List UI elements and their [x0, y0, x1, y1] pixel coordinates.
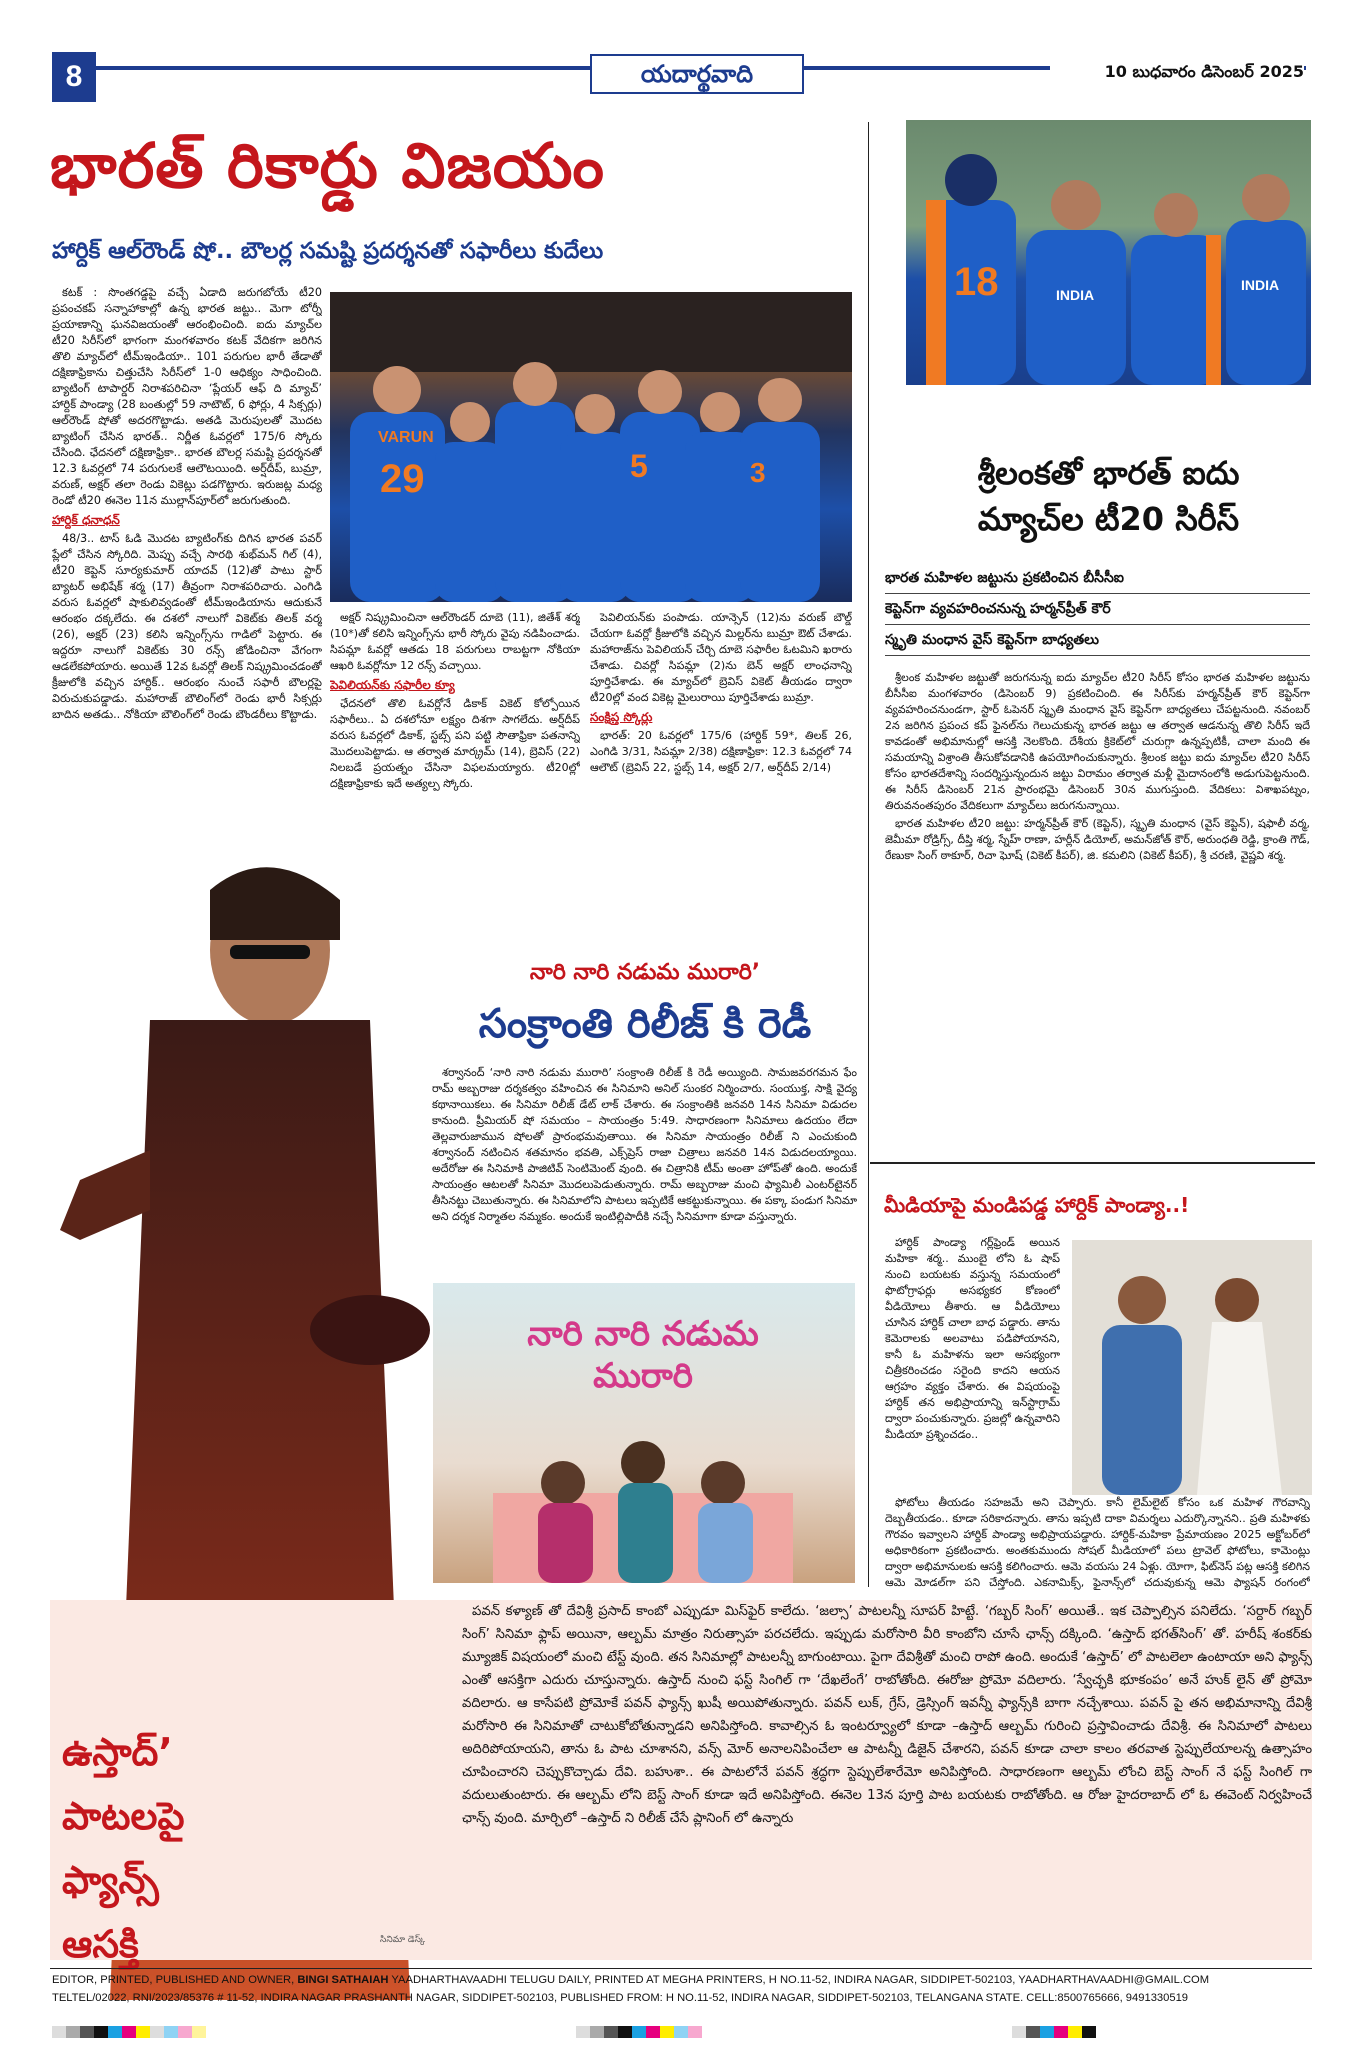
women-deck-1: భారత మహిళల జట్టును ప్రకటించిన బీసీసీఐ	[885, 563, 1310, 594]
women-deck	[885, 563, 1310, 656]
ustaad-body	[462, 1600, 1312, 1955]
hardik-body-left-p: హార్దిక్ పాండ్యా గర్ల్‌ఫ్రెండ్ అయిన మహికా శర్మ.. ముంబై లోని ఓ షాప్ నుంచి బయటకు వస్తున్న సమయంలో ఫొటోగ్రాఫర్లు అసభ్యకర కోణంలో వీడియోలు తీశారు. ఆ వీడియోలు చూసిన హార్దిక్ చాలా బాధ పడ్డారు. తాను కెమెరాలకు అలవాటు పడిపోయానని, కానీ ఓ మహిళను ఇలా అసభ్యంగా చిత్రీకరించడం సరైంది కాదని ఆయన ఆగ్రహం వ్యక్తం చేశారు. ఈ విషయంపై హార్దిక్ తన అభిప్రాయాన్ని ఇన్‌స్టాగ్రామ్ ద్వారా పంచుకున్నారు. ప్రజల్లో ఉన్నవారిని మీడియా ప్రశ్నించడం..	[885, 1236, 1060, 1441]
women-headline-line1: శ్రీలంకతో భారత్ ఐదు	[977, 454, 1240, 492]
lead-col2-subhead: పెవిలియన్‌కు సఫారీల క్యూ	[330, 678, 455, 692]
svg-text:3: 3	[750, 457, 766, 488]
hardik-body-full-p: ఫోటోలు తీయడం సహజమే అని చెప్పారు. కానీ లైమ్‌లైట్ కోసం ఒక మహిళ గౌరవాన్ని దెబ్బతీయడం.. కూడా సరికాదన్నారు. తాను ఇప్పటి దాకా విమర్శలు ఎదుర్కొన్నానని.. ప్రతి మహిళకు గౌరవం ఇవ్వాలని హార్దిక్ పాండ్యా అభిప్రాయపడ్డారు. హార్దిక్-మహికా ప్రేమాయణం 2025 అక్టోబర్‌లో అధికారికంగా ప్రకటించారు. అంతకుముందు సోషల్ మీడియాలో పలు ట్రావెల్ ఫోటోలు, కామెంట్లు ద్వారా అభిమానులకు ఆసక్తి కలిగించారు. ఆమె వయసు 24 ఏళ్లు. యోగా, ఫిట్‌నెస్ పట్ల ఆసక్తి కలిగిన ఆమె మోడల్‌గా పని చేస్తోంది. ఎకనామిక్స్, ఫైనాన్స్‌లో చదువుకున్న ఆమె ఫ్యాషన్ రంగంలో	[885, 1496, 1310, 1589]
lead-col1-p2: 48/3.. టాస్ ఓడి మొదట బ్యాటింగ్‌కు దిగిన భారత పవర్ ప్లేలో చేసిన స్కోరిది. మెప్పు వచ్చే సారథి శుభ్‌మన్ గిల్ (4), టీ20 కెప్టెన్ సూర్యకుమార్ యాదవ్ (12)తో పాటు స్టార్ బ్యాటర్ అభిషేక్ శర్మ (17) తీవ్రంగా నిరాశపరిచారు. ఎంగిడి వరుస ఓవర్లలో షాకులివ్వడంతో టీమ్ఇండియాను ఆదుకునే ఆరంభం దక్కలేదు. ఈ దశలో నాలుగో వికెట్‌కు తిలక్ వర్మ (26), అక్షర్ (23) కలిసి ఇన్నింగ్స్‌ను గాడిలో పెట్టారు. ఈ ఇద్దరూ నాలుగో వికెట్‌కు 30 రన్స్ జోడించినా వేగంగా ఆడలేకపోయారు. అయితే 12వ ఓవర్లో తిలక్ నిష్క్రమించడంతో క్రీజులోకి వచ్చిన హార్దిక్.. ఆరంభం నుంచే సఫారీ బౌలర్లపై విరుచుకుపడ్డాడు. మహారాజ్ బౌలింగ్‌లో రెండు భారీ సిక్సర్లు బాదిన అతడు.. నోకియా బౌలింగ్‌లో రెండు బౌండరీలు కొట్టాడు.	[52, 532, 322, 721]
hardik-headline: మీడియాపై మండిపడ్డ హార్దిక్ పాండ్యా..!	[884, 1193, 1190, 1217]
footer-editor: BINGI SATHAIAH	[297, 1974, 389, 1986]
women-body-p1: శ్రీలంక మహిళల జట్టుతో జరుగనున్న ఐదు మ్యాచ్‌ల టీ20 సిరీస్ కోసం భారత మహిళల జట్టును బీసీసీఐ మంగళవారం (డిసెంబర్ 9) ప్రకటించింది. ఈ సిరీస్‌కు హర్మన్‌ప్రీత్ కౌర్ కెప్టెన్‌గా వ్యవహరించనుండగా, స్టార్ ఓపెనర్ స్మృతి మంధాన వైస్ కెప్టెన్‌గా బాధ్యతలు చేపట్టనుంది. నవంబర్ 2న జరిగిన ప్రపంచ కప్ ఫైనల్‌ను గెలుచుకున్న భారత జట్టు ఆ తర్వాత ఆడనున్న తొలి సిరీస్ ఇదే కావడంతో అభిమానుల్లో ఆసక్తి నెలకొంది. దేశీయ క్రికెట్‌లో చురుగ్గా ఉన్నప్పటికీ, చాలా మంది ఈ సమయాన్ని విశ్రాంతి తీసుకోవడానికి ఉపయోగించుకున్నారు. శ్రీలంక జట్టు ఐదు మ్యాచ్‌ల టీ20 సిరీస్ కోసం భారతదేశాన్ని సందర్శిస్తున్నందున జట్టు విరామం తర్వాత మళ్లీ మైదానంలోకి అడుగుపెట్టనుంది. ఈ సిరీస్ డిసెంబర్ 21న ప్రారంభమై డిసెంబర్ 30న ముగుస్తుంది. వేదికలు: విశాఖపట్నం, తిరువనంతపురం వేదికలుగా మ్యాచ్‌లు జరుగనున్నాయి.	[885, 671, 1310, 812]
footer-line1-a: EDITOR, PRINTED, PUBLISHED AND OWNER,	[52, 1974, 298, 1986]
masthead-date: 10 బుధవారం డిసెంబర్ 2025	[1050, 62, 1304, 85]
print-color-bar	[52, 2026, 1302, 2040]
movie-poster-title: నారి నారి నడుమ మురారి	[527, 1314, 759, 1396]
lead-col1-p1: కటక్ : సొంతగడ్డపై వచ్చే ఏడాది జరుగబోయే టీ20 ప్రపంచకప్ సన్నాహాకాల్లో ఉన్న భారత జట్టు.. మెగా టోర్నీ ప్రయాణాన్ని ఘనవిజయంతో ఆరంభించింది. ఐదు మ్యాచ్‌ల టీ20 సిరీస్‌లో భాగంగా మంగళవారం కటక్ వేదికగా జరిగిన తొలి మ్యాచ్‌లో టీమ్ఇండియా.. 101 పరుగుల భారీ తేడాతో దక్షిణాఫ్రికాను చిత్తుచేసి సిరీస్‌లో 1-0 ఆధిక్యం సాధించింది. బ్యాటింగ్ టాపార్డర్ నిరాశపరిచినా ‘ప్లేయర్ ఆఫ్ ది మ్యాచ్’ హార్దిక్ పాండ్యా (28 బంతుల్లో 59 నాటౌట్, 6 ఫోర్లు, 4 సిక్సర్లు) ఆల్‌రౌండ్ షోతో అదరగొట్టాడు. అతడి మెరుపులతో మొదట బ్యాటింగ్ చేసిన భారత్.. నిర్ణీత ఓవర్లలో 175/6 స్కోరు చేసింది. ఛేదనలో దక్షిణాఫ్రికా.. భారత బౌలర్ల సమష్టి ప్రదర్శనతో 12.3 ఓవర్లలో 74 పరుగులకే ఆలౌటయింది. అర్ష్‌దీప్, బుమ్రా, వరుణ్, అక్షర్ తలా రెండు వికెట్లు పడగొట్టారు. ఇరుజట్ల మధ్య రెండో టీ20 ఈనెల 11న ముల్లాన్‌పూర్‌లో జరుగుతుంది.	[52, 286, 322, 507]
ustaad-headline: ఉస్తాద్’ పాటలపై ఫ్యాన్స్ ఆసక్తి	[62, 1730, 185, 1966]
women-body	[885, 670, 1310, 1150]
movie-body	[432, 1065, 857, 1280]
lead-subhead: హార్దిక్ ఆల్‌రౌండ్ షో.. బౌలర్ల సమష్టి ప్రదర్శనతో సఫారీలు కుదేలు	[52, 238, 604, 264]
svg-text:INDIA: INDIA	[1056, 287, 1095, 303]
lead-col1-subhead: హార్దిక్ ధనాధన్	[52, 513, 120, 527]
india-men-team-photo	[330, 292, 852, 602]
divider-vertical-center	[868, 122, 869, 1587]
lead-col3-p1: పెవిలియన్‌కు పంపాడు. యాన్సెన్ (12)ను వరుణ్ బౌల్డ్ చేయగా ఓవర్లో క్రీజులోకి వచ్చిన మిల్లర్‌ను బుమ్రా ఔట్ చేశాడు. మహారాజ్‌ను పెవిలియన్ చేర్చి దూబె సఫారీల ఓటమిని ఖరారు చేశాడు. చివర్లో సిపమ్లా (2)ను బెన్ అక్షర్ లాంఛనాన్ని పూర్తిచేశాడు. ఈ మ్యాచ్‌లో బ్రెవిస్ వికెట్ తీయడం ద్వారా టీ20ల్లో వంద వికెట్ల మైలురాయి పూర్తిచేశాడు బుమ్రా.	[590, 611, 852, 704]
lead-col2-p1: అక్షర్ నిష్క్రమించినా ఆల్‌రౌండర్ దూబె (11), జితేశ్ శర్మ (10*)తో కలిసి ఇన్నింగ్స్‌ను భారీ స్కోరు వైపు నడిపించాడు. సిపమ్లా ఓవర్లో ఆతడు 18 పరుగులు రాబట్టగా నోకియా ఆఖరి ఓవర్లోనూ 12 రన్స్ వచ్చాయి.	[330, 611, 580, 672]
women-deck-3: స్మృతి మంధాన వైస్ కెప్టెన్‌గా బాధ్యతలు	[885, 625, 1310, 656]
svg-text:5: 5	[630, 448, 648, 484]
page-number-box	[52, 52, 96, 102]
women-team-illustration	[906, 120, 1311, 385]
footer-rule	[50, 1968, 1312, 1969]
movie-body-p: శర్వానంద్ ‘నారి నారి నడుమ మురారి’ సంక్రాంతి రిలీజ్ కి రెడీ అయ్యింది. సామజవరగమన ఫేం రామ్ అబ్బరాజు దర్శకత్వం వహించిన ఈ సినిమాని అనిల్ సుంకర నిర్మించారు. సంయుక్త, సాక్షి వైద్య కథానాయికలు. ఈ సినిమా రిలీజ్ డేట్ లాక్ చేశారు. ఈ సంక్రాంతికి జనవరి 14న సినిమా విడుదల కానుంది. ప్రీమియర్ షో సమయం – సాయంత్రం 5:49. సాధారణంగా సినిమాలు ఉదయం లేదా తెల్లవారుజామున షోలతో ప్రారంభమవుతాయి. ఈ సినిమా సాయంత్రం రిలీజ్ ని ఎంచుకుంది శర్వానంద్ నటించిన శతమానం భవతి, ఎక్స్‌ప్రెస్ రాజా చిత్రాలు జనవరి 14న విడుదలయ్యాయి. అదేరోజు ఈ సినిమాకి పాజిటివ్ సెంటిమెంట్ వుంది. ఈ చిత్రానికి టీమ్ అంతా హోప్‌తో ఉంది. అందుకే సాయంత్రం ఆటలతో సినిమా మొదలుపెడుతున్నారు. రామ్ అబ్బరాజు మంచి ఫ్యామిలీ ఎంటర్‌టైనర్ తీసినట్టు చెబుతున్నారు. ఈ సినిమాలోని పాటలు ఇప్పటికే ఆకట్టుకున్నాయి. ఈ పక్కా పండుగ సినిమా అని దర్శక నిర్మాతల నమ్మకం. అందుకే ఇంటిల్లిపాదీకి నచ్చే సినిమాగా కూడా వస్తున్నారు.	[432, 1066, 857, 1223]
women-headline-line2: మ్యాచ్‌ల టీ20 సిరీస్	[977, 500, 1240, 538]
svg-text:29: 29	[380, 457, 425, 501]
team-celebration-illustration	[330, 292, 852, 602]
women-headline	[906, 450, 1311, 542]
lead-col2-p2: ఛేదనలో తొలి ఓవర్లోనే డికాక్ వికెట్ కోల్పోయిన సఫారీలు.. ఏ దశలోనూ లక్ష్యం దిశగా సాగలేదు. అర్ష్‌దీప్ వరుస ఓవర్లలో డికాక్, స్టబ్స్ పని పట్టి సౌతాఫ్రికా పతనాన్ని మొదలుపెట్టాడు. ఆ తర్వాత మార్క్రమ్ (14), బ్రెవిస్ (22) నిలబడే ప్రయత్నం చేసినా విఫలమయ్యారు. టీ20ల్లో దక్షిణాఫ్రికాకు ఇదే అత్యల్ప స్కోరు.	[330, 697, 580, 790]
lead-scores: భారత్: 20 ఓవర్లలో 175/6 (హార్దిక్ 59*, తిలక్ 26, ఎంగిడి 3/31, సిపమ్లా 2/38) దక్షిణాఫ్రికా: 12.3 ఓవర్లలో 74 ఆలౌట్ (బ్రెవిస్ 22, స్టబ్స్ 14, అక్షర్ 2/7, అర్ష్‌దీప్ 2/14)	[590, 729, 852, 774]
lead-headline: భారత్ రికార్డు విజయం	[50, 129, 605, 202]
page-number: 8	[65, 60, 83, 93]
footer-line1-c: YAADHARTHAVAADHI TELUGU DAILY, PRINTED AT MEGHA PRINTERS, H NO.11-52, INDIRA NAGAR, SIDDIPET-502103, YAADHARTHAVAADHI@GMAIL.COM	[388, 1974, 1210, 1986]
hardik-mahika-photo	[1072, 1240, 1312, 1495]
movie-cast-illustration	[433, 1283, 855, 1583]
footer-line1	[52, 1974, 1317, 1986]
couple-illustration	[1072, 1240, 1312, 1495]
movie-poster	[433, 1283, 855, 1583]
hardik-body-full	[885, 1495, 1310, 1590]
masthead-logo	[590, 54, 804, 94]
lead-col3	[590, 610, 852, 930]
movie-kicker: నారి నారి నడుమ మురారి’	[529, 960, 761, 985]
ustaad-body-p: పవన్ కళ్యాణ్ తో దేవిశ్రీ ప్రసాద్ కాంబో ఎప్పుడూ మిస్‌ఫైర్ కాలేదు. ‘జల్సా’ పాటలన్నీ సూపర్ హిట్టే. ‘గబ్బర్ సింగ్’ అయితే.. ఇక చెప్పాల్సిన పనిలేదు. ‘సర్దార్ గబ్బర్ సింగ్’ సినిమా ఫ్లాప్ అయినా, ఆల్బమ్ మాత్రం నిరుత్సాహ పరచలేదు. ఇప్పుడు మరోసారి వీరి కాంబోని చూసే ఛాన్స్ దక్కింది. ‘ఉస్తాద్ భగత్‌సింగ్’ తో. హరీష్ శంకర్‌కు మ్యూజిక్ విషయంలో మంచి టేస్ట్ వుంది. తన సినిమాల్లో పాటలన్నీ బాగుంటాయి. పైగా దేవిశ్రీతో మంచి రాపో ఉంది. అందుకే ‘ఉస్తాద్’ లో పాటలెలా ఉంటాయా అని ఫ్యాన్స్ ఎంతో ఆసక్తిగా ఎదురు చూస్తున్నారు. ఉస్తాద్ నుంచి ఫస్ట్ సింగిల్ గా ‘దేఖలేంగే’ రాబోతోంది. ఈరోజు ప్రోమో వదిలారు. ‘స్వేచ్ఛకి భూకంపం’ అనే హుక్ లైన్ తో ప్రోమో వదిలారు. ఆ కాసేపటి ప్రోమోకే పవన్ ఫ్యాన్స్ ఖుషీ అయిపోతున్నారు. పవన్ లుక్, గ్రేస్, డ్రెస్సింగ్ ఇవన్నీ ఫ్యాన్స్‌కి బాగా నచ్చేశాయి. పవన్ పై తన అభిమానాన్ని దేవిశ్రీ మరోసారి ఈ సినిమాతో చాటుకోబోతున్నాడని అనిపిస్తోంది. కావాల్సిన ఓ ఇంటర్వ్యూలో కూడా –ఉస్తాద్ ఆల్బమ్ గురించి ప్రస్తావించాడు దేవిశ్రీ. ఈ సినిమాలో పాటలు అదిరిపోయాయని, తాను ఓ పాట చూశానని, వన్స్ మోర్ అనాలనిపించేలా ఆ పాటన్నీ డిజైన్ చేశారని, పవన్ కూడా చాలా కాలం తరవాత స్టెప్పులేయాలన్న ఉత్సాహం చూపించారని చెప్పుకొచ్చాడు దేవి. బహుశా.. ఈ పాటలోనే పవన్ శ్రద్ధగా స్టెప్పులేశారేమో అనిపిస్తోంది. సాధారణంగా ఆల్బమ్ లోంచి బెస్ట్ సాంగ్ నే ఫస్ట్ సింగిల్ గా వదులుతుంటారు. ఈ ఆల్బమ్ లోని బెస్ట్ సాంగ్ కూడా ఇదే అనిపిస్తోంది. ఈనెల 13న పూర్తి పాట బయటకు రాబోతోంది. ఆ రోజు హైదరాబాద్ లో ఓ ఈవెంట్ నిర్వహించే ఛాన్స్ వుంది. మార్చిలో –ఉస్తాద్ ని రిలీజ్ చేసే ప్లానింగ్ లో ఉన్నారు	[462, 1604, 1312, 1826]
ustaad-credit: సినిమా డెస్క్	[380, 1935, 426, 1945]
lead-col1	[52, 285, 322, 860]
movie-headline: సంక్రాంతి రిలీజ్ కి రెడీ	[478, 1001, 812, 1047]
svg-text:VARUN: VARUN	[378, 429, 434, 446]
hardik-body-left	[885, 1235, 1060, 1485]
svg-text:INDIA: INDIA	[1241, 277, 1280, 293]
lead-col3-subhead: సంక్షిప్త స్కోర్లు	[590, 710, 653, 724]
svg-text:18: 18	[954, 260, 999, 304]
women-deck-2: కెప్టెన్‌గా వ్యవహరించనున్న హర్మన్‌ప్రీత్ కౌర్	[885, 594, 1310, 625]
divider-right-1	[870, 1162, 1315, 1164]
logo-text: యదార్థవాది	[640, 60, 754, 88]
women-body-p2: భారత మహిళల టీ20 జట్టు: హర్మన్‌ప్రీత్ కౌర్ (కెప్టెన్), స్మృతి మంధాన (వైస్ కెప్టెన్), షఫాలీ వర్మ, జెమీమా రోడ్రిగ్స్, దీప్తి శర్మ, స్నేహ్ రాణా, హర్లీన్ డియోల్, అమన్‌జోత్ కౌర్, అరుంధతి రెడ్డి, క్రాంతి గౌడ్, రేణుకా సింగ్ ఠాకూర్, రిచా ఘోష్ (వికెట్ కీపర్), జి. కమలిని (వికెట్ కీపర్), శ్రీ చరణి, వైష్ణవి శర్మ.	[885, 817, 1310, 862]
india-women-team-photo	[906, 120, 1311, 385]
footer-line2: TELTEL/02022, RNI/2023/85376 # 11-52, INDIRA NAGAR PRASHANTH NAGAR, SIDDIPET-502103, PUBLISHED FROM: H NO.11-52, INDIRA NAGAR, SIDDIPET-502103, TELANGANA STATE. CELL:8500765666, 9491330519	[52, 1992, 1189, 2004]
